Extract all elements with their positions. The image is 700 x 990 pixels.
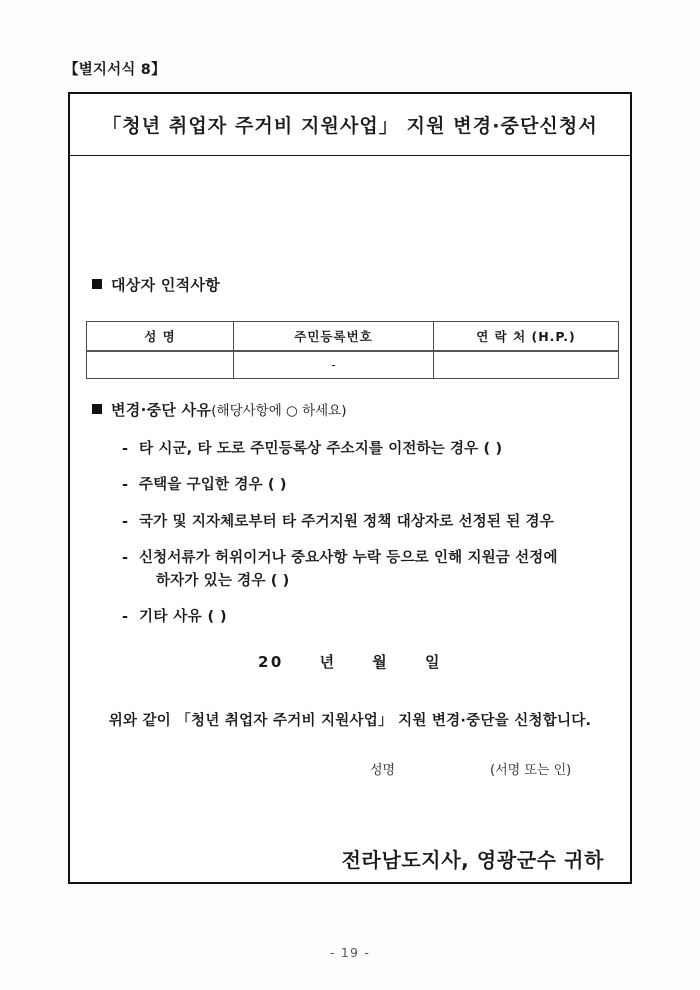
table-row [87,351,619,379]
date-year-prefix: 20 [257,653,284,671]
reason-option-house-purchase[interactable] [122,474,612,496]
date-month-label: 월 [372,653,390,671]
reason-option-house-purchase-label: 주택을 구입한 경우 ( ) [139,477,287,494]
section-heading-reason-note: (해당사항에 ○ 하세요) [211,403,347,419]
dash-marker-icon: - [122,477,129,494]
column-header-phone: 연 락 처 (H.P.) [434,322,619,351]
personal-info-table [86,321,619,379]
reason-option-false-documents-line1: 신청서류가 허위이거나 중요사항 누락 등으로 인해 지원금 선정에 [139,550,558,567]
signature-seal-note: (서명 또는 인) [490,763,572,778]
section-heading-reason [92,399,347,420]
document-box [68,92,632,884]
title-band [70,94,630,156]
column-header-name: 성 명 [87,322,234,351]
section-heading-reason-label: 변경·중단 사유 [111,401,212,419]
reason-option-false-documents-line2: 하자가 있는 경우 ( ) [156,572,290,589]
column-header-rrn: 주민등록번호 [234,322,434,351]
dash-marker-icon: - [122,550,129,567]
dash-marker-icon: - [122,441,129,457]
reason-option-other-label: 기타 사유 ( ) [139,609,228,626]
reason-option-transfer-address[interactable] [122,438,612,460]
reason-option-transfer-address-label: 타 시군, 타 도로 주민등록상 주소지를 이전하는 경우 ( ) [139,441,503,457]
signature-name-label: 성명 [370,763,396,778]
date-day-label: 일 [425,653,443,671]
cell-phone-value[interactable] [434,351,619,379]
date-line[interactable] [70,651,630,672]
reason-option-other-housing-policy-label: 국가 및 지자체로부터 타 주거지원 정책 대상자로 선정된 된 경우 [139,513,554,530]
dash-marker-icon: - [122,513,129,530]
square-bullet-icon [92,279,102,289]
reason-option-false-documents[interactable] [122,547,612,592]
reason-option-list [122,438,612,643]
square-bullet-icon [92,404,102,414]
dash-marker-icon: - [122,609,129,626]
document-body [70,156,630,882]
reason-option-false-documents-label [139,547,612,592]
recipient-line: 전라남도지사, 영광군수 귀하 [341,848,604,872]
document-title: 「청년 취업자 주거비 지원사업」 지원 변경·중단신청서 [102,115,598,137]
declaration-text: 위와 같이 「청년 취업자 주거비 지원사업」 지원 변경·중단을 신청합니다. [108,713,592,729]
table-header-row [87,322,619,351]
section-heading-personal-info [92,274,220,295]
cell-name-value[interactable] [87,351,234,379]
reason-option-other-housing-policy[interactable] [122,511,612,533]
date-year-label: 년 [319,653,337,671]
cell-rrn-value[interactable]: - [234,351,434,379]
reason-option-other[interactable] [122,606,612,628]
form-id-label: 【별지서식 8】 [64,62,166,78]
page-number: - 19 - [329,945,371,960]
section-heading-personal-info-label: 대상자 인적사항 [111,276,221,294]
signature-row[interactable] [370,759,600,778]
